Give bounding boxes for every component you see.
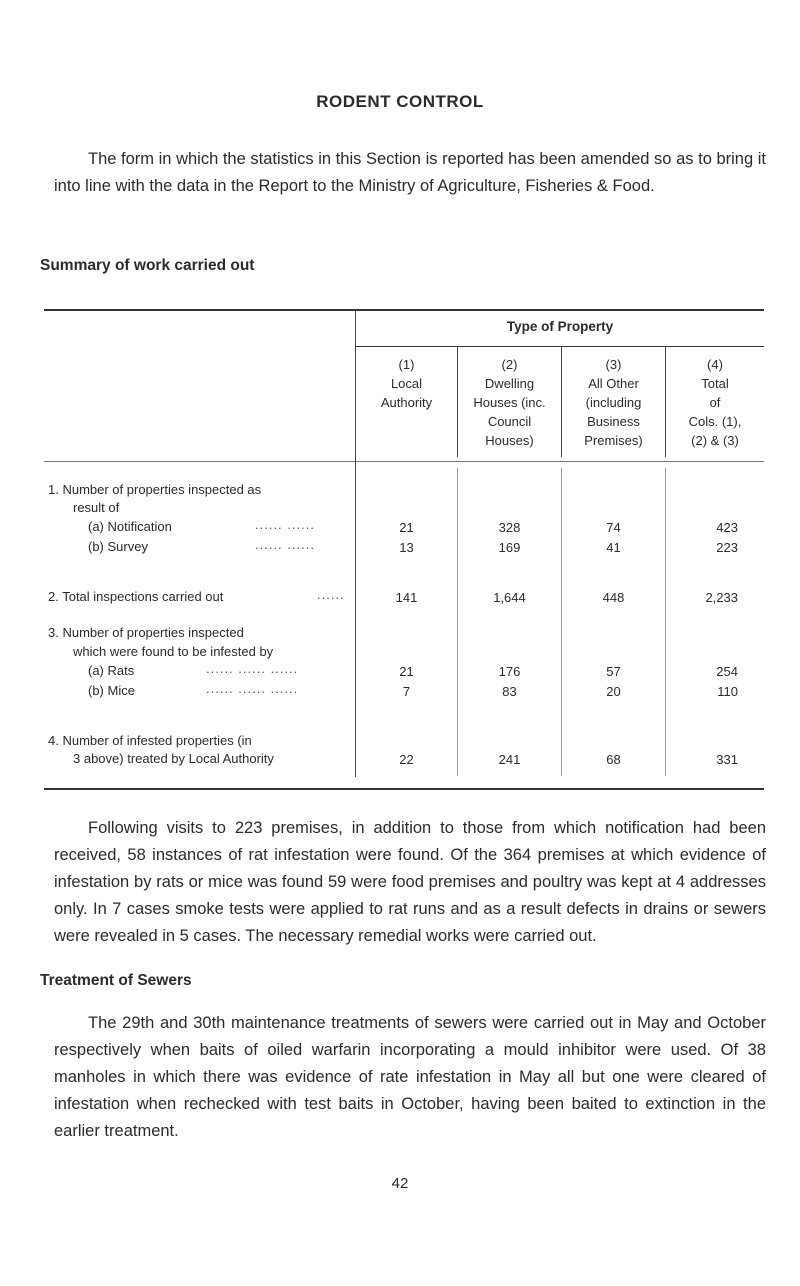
row-label: (b) Survey <box>88 539 148 554</box>
col-divider <box>457 468 458 776</box>
type-of-property-header: Type of Property <box>506 319 614 334</box>
row-label: 3 above) treated by Local Authority <box>73 751 274 766</box>
leader-dots: ...... ...... ...... <box>206 681 299 696</box>
table-cell: 2,233 <box>705 590 738 605</box>
table-cell: 74 <box>606 520 621 535</box>
sewers-paragraph <box>54 1010 766 1145</box>
column-header-3: (3) All Other (including Business Premises) <box>584 357 643 448</box>
page-number: 42 <box>391 1175 409 1192</box>
table-cell: 423 <box>716 520 738 535</box>
leader-dots: ...... ...... ...... <box>206 661 299 676</box>
col-divider <box>665 468 666 776</box>
sewers-text: The 29th and 30th maintenance treatments of sewers were carried out in May and October respectively when baits of oiled warfarin incorporating a mould inhibitor were used. Of 38 manholes in which there was evidence of rate infestation in May all but one were cleared of infestation when rechecked with test baits in October, having been baited to extinction in the earlier treatment. <box>54 1014 766 1140</box>
group-header-rule <box>356 346 764 347</box>
row-label: 2. Total inspections carried out <box>48 589 224 604</box>
intro-paragraph <box>54 146 766 200</box>
table-cell: 83 <box>502 684 517 699</box>
table-cell: 41 <box>606 540 621 555</box>
table-cell: 20 <box>606 684 621 699</box>
column-header-2: (2) Dwelling Houses (inc. Council Houses) <box>473 357 546 448</box>
row-label: 1. Number of properties inspected as <box>48 482 262 497</box>
table-cell: 176 <box>498 664 521 679</box>
table-cell: 13 <box>399 540 414 555</box>
column-header-4: (4) Total of Cols. (1), (2) & (3) <box>688 357 742 448</box>
page-title: RODENT CONTROL <box>316 92 484 111</box>
table-cell: 110 <box>717 684 738 699</box>
row-label: 4. Number of infested properties (in <box>48 733 252 748</box>
col-divider <box>561 468 562 776</box>
row-label: 3. Number of properties inspected <box>48 625 244 640</box>
following-text: Following visits to 223 premises, in addition to those from which notification had been received, 58 instances of rat infestation were found. Of the 364 premises at which evidence of infestation by rats or mice was found 59 were food premises and poultry was kept at 4 addresses only. In 7 cases smoke tests were applied to rat runs and as a result defects in drains or sewers were revealed in 5 cases. The necessary remedial works were carried out. <box>54 819 766 945</box>
intro-text: The form in which the statistics in this Section is reported has been amended so as to bring it into line with the data in the Report to the Ministry of Agriculture, Fisheries & Food. <box>54 150 766 195</box>
row-label: result of <box>73 500 120 515</box>
row-label: (a) Notification <box>88 519 172 534</box>
header-rule <box>44 461 764 462</box>
summary-heading: Summary of work carried out <box>40 257 255 274</box>
table-cell: 241 <box>498 752 521 767</box>
table-top-rule <box>44 309 764 311</box>
following-paragraph <box>54 815 766 950</box>
table-cell: 328 <box>498 520 521 535</box>
row-label: (a) Rats <box>88 663 135 678</box>
table-cell: 331 <box>716 752 738 767</box>
table-cell: 448 <box>602 590 625 605</box>
column-header-1: (1) Local Authority <box>380 357 433 410</box>
table-cell: 141 <box>395 590 418 605</box>
leader-dots: ...... ...... <box>255 537 315 552</box>
sewers-heading: Treatment of Sewers <box>40 972 192 989</box>
table-cell: 7 <box>402 684 411 699</box>
table-cell: 169 <box>498 540 521 555</box>
row-label: which were found to be infested by <box>73 644 274 659</box>
table-cell: 68 <box>606 752 621 767</box>
row-label: (b) Mice <box>88 683 135 698</box>
table-cell: 1,644 <box>493 590 526 605</box>
table-cell: 254 <box>716 664 738 679</box>
table-cell: 22 <box>399 752 414 767</box>
leader-dots: ...... <box>317 587 345 602</box>
table-cell: 21 <box>399 664 414 679</box>
leader-dots: ...... ...... <box>255 517 315 532</box>
table-cell: 223 <box>716 540 738 555</box>
table-cell: 21 <box>399 520 414 535</box>
table-cell: 57 <box>606 664 621 679</box>
table-bottom-rule <box>44 788 764 790</box>
